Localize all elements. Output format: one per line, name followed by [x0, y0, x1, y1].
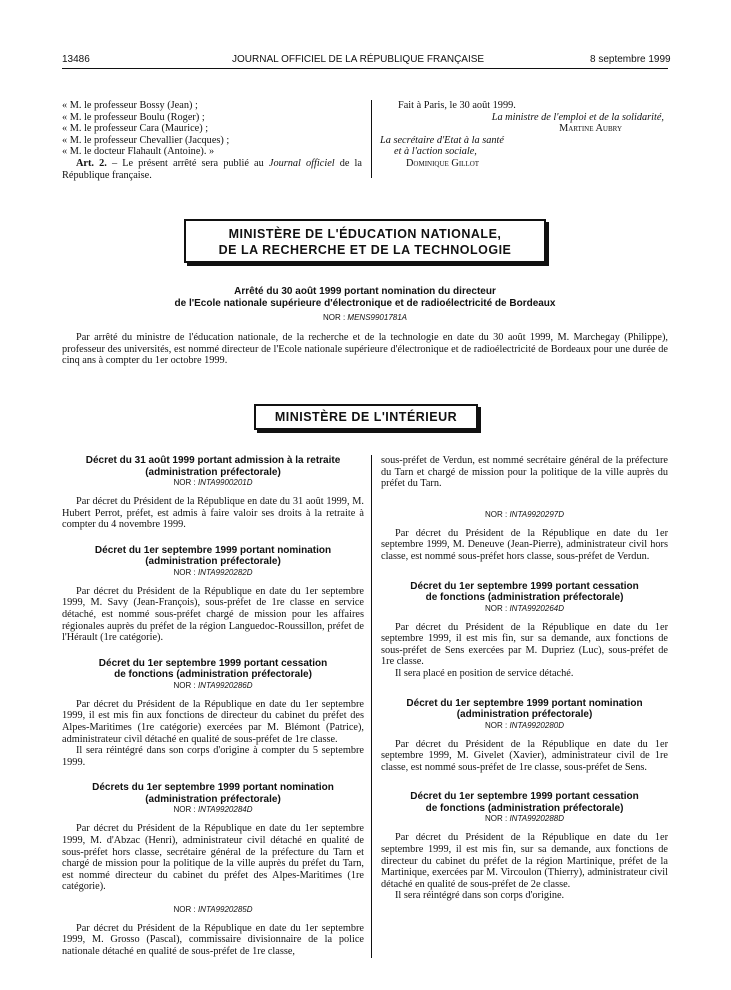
decree-subtitle: (administration préfectorale): [145, 466, 281, 478]
article-2: Art. 2. – Le présent arrêté sera publié au Journal officiel de la République française.: [62, 157, 362, 181]
decree-title: Décret du 1er septembre 1999 portant nomination: [94, 544, 332, 556]
decree-text: Par décret du Président de la République en date du 1er septembre 1999, il est mis fin aux fonctions de directeur du cabinet du préfet des Alpes-Maritimes (1re catégorie) exercées par M. Blémont (Patrice), administrateur civil détaché en qualité de sous-préfet de 1re classe.: [62, 698, 364, 745]
journal-title: JOURNAL OFFICIEL DE LA RÉPUBLIQUE FRANÇAISE: [232, 54, 485, 65]
secretary-title: La secrétaire d'Etat à la santé: [380, 134, 504, 146]
jury-list: [62, 100, 362, 181]
arrete-section: [62, 286, 668, 367]
ministry-education-line2: DE LA RECHERCHE ET DE LA TECHNOLOGIE: [218, 243, 512, 257]
decree-title: Décret du 1er septembre 1999 portant cessation: [410, 580, 639, 592]
list-item: « M. le docteur Flahault (Antoine). »: [62, 146, 215, 158]
ministry-education-line1: MINISTÈRE DE L'ÉDUCATION NATIONALE,: [228, 227, 502, 241]
decree-subtitle: (administration préfectorale): [145, 556, 281, 568]
list-item: « M. le professeur Cara (Maurice) ;: [62, 123, 209, 135]
list-item: « M. le professeur Bossy (Jean) ;: [62, 100, 198, 111]
decree-text: Par décret du Président de la République en date du 1er septembre 1999, M. Deneuve (Jean-Pierre), administrateur civil hors classe, est nommé sous-préfet hors classe, sous-préfet de Verdun.: [381, 527, 668, 562]
arrete-title: Arrêté du 30 août 1999 portant nomination du directeur: [234, 286, 496, 297]
header-date: 8 septembre 1999: [590, 54, 671, 65]
decree-nor: NOR : INTA9920285D: [173, 904, 253, 914]
arrete-title-2: de l'Ecole nationale supérieure d'électronique et de radioélectricité de Bordeaux: [174, 297, 556, 309]
decree-subtitle: de fonctions (administration préfectorale): [114, 669, 312, 681]
ministry-interior-box: MINISTÈRE DE L'INTÉRIEUR: [254, 404, 478, 430]
page-number: 13486: [62, 54, 90, 65]
decree-subtitle: de fonctions (administration préfectorale): [425, 592, 624, 604]
decree-nor: NOR : INTA9920288D: [484, 814, 564, 824]
ministry-education-box: [184, 219, 546, 263]
decree-text: sous-préfet de Verdun, est nommé secrétaire général de la préfecture du Tarn et chargé de mission pour la politique de la ville auprès du préfet du Tarn.: [381, 455, 668, 490]
list-item: « M. le professeur Chevallier (Jacques) ;: [62, 134, 230, 146]
decree-title: Décret du 1er septembre 1999 portant nomination: [406, 697, 643, 709]
decree-text: Il sera placé en position de service détaché.: [395, 667, 574, 679]
article-label: Art. 2.: [76, 157, 107, 169]
arrete-text: Par arrêté du ministre de l'éducation nationale, de la recherche et de la technologie en date du 30 août 1999, M. Marchegay (Philippe), professeur des universités, est nommé directeur de l'Ecole nationale supérieure d'électronique et de radioélectricité de Bordeaux pour une durée de cinq ans à compter du 1er octobre 1999.: [62, 332, 668, 367]
decree-nor: NOR : INTA9920280D: [484, 720, 564, 730]
secretary-title-2: et à l'action sociale,: [394, 146, 477, 158]
decree-text: Il sera réintégré dans son corps d'origine.: [395, 890, 565, 902]
decree-text: Il sera réintégré dans son corps d'origine à compter du 5 septembre 1999.: [62, 745, 364, 768]
minister-title: La ministre de l'emploi et de la solidarité,: [491, 111, 664, 123]
decree-nor: NOR : INTA9920297D: [484, 509, 564, 519]
decree-nor: NOR : INTA9920264D: [484, 603, 564, 613]
list-item: « M. le professeur Boulu (Roger) ;: [62, 111, 205, 123]
left-column: [62, 455, 364, 958]
secretary-name: Dominique Gillot: [406, 157, 480, 169]
decree-subtitle: (administration préfectorale): [456, 709, 593, 721]
decree-title: Décret du 1er septembre 1999 portant cessation: [410, 791, 639, 803]
decree-title: Décret du 1er septembre 1999 portant cessation: [98, 657, 328, 669]
decree-nor: NOR : INTA9900201D: [173, 478, 253, 487]
decree-text: Par décret du Président de la République en date du 31 août 1999, M. Hubert Perrot, préfet, est admis à faire valoir ses droits à la retraite à compter du 4 novembre 1999.: [62, 496, 364, 531]
decree-nor: NOR : INTA9920282D: [173, 567, 253, 577]
decree-text: Par décret du Président de la République en date du 1er septembre 1999, M. Grosso (Pascal), commissaire divisionnaire de la police nationale détaché en qualité de sous-préfet de 1re classe,: [62, 922, 364, 958]
column-divider: [371, 455, 372, 958]
signature-block: [380, 100, 670, 170]
decree-text: Par décret du Président de la République en date du 1er septembre 1999, M. Givelet (Xavier), administrateur civil de 1re classe, est nommé sous-préfet de 1re classe, sous-préfet de Sens.: [381, 738, 668, 773]
decree-title: Décrets du 1er septembre 1999 portant nomination: [92, 782, 334, 794]
decree-title: Décret du 31 août 1999 portant admission à la retraite: [85, 455, 341, 466]
decree-text: Par décret du Président de la République en date du 1er septembre 1999, il est mis fin, sur sa demande, aux fonctions de sous-préfet de Sens exercées par M. Dupriez (Luc), sous-préfet de 1re classe.: [381, 621, 668, 668]
decree-subtitle: (administration préfectorale): [145, 793, 281, 805]
header-rule: [62, 68, 668, 69]
decree-nor: NOR : INTA9920284D: [173, 805, 253, 815]
column-divider: [371, 100, 372, 178]
decree-nor: NOR : INTA9920286D: [173, 680, 253, 690]
minister-name: Martine Aubry: [559, 123, 622, 135]
decree-subtitle: de fonctions (administration préfectorale): [425, 802, 624, 814]
decree-text: Par décret du Président de la République en date du 1er septembre 1999, M. d'Abzac (Henri), administrateur civil détaché en qualité de sous-préfet hors classe, secrétaire général de la préfecture du Tarn et chargé de mission pour la politique de la ville auprès du préfet du Tarn, est nommé directeur du cabinet du préfet des Alpes-Maritimes (1re catégorie).: [62, 823, 364, 893]
decree-text: Par décret du Président de la République en date du 1er septembre 1999, M. Savy (Jean-François), sous-préfet de 1re classe en service détaché, est nommé sous-préfet chargé de mission pour les affaires régionales auprès du préfet de la région Languedoc-Roussillon, préfet de l'Hérault (1re catégorie).: [62, 585, 364, 644]
fait-a-paris: Fait à Paris, le 30 août 1999.: [398, 100, 516, 111]
right-column: [381, 455, 668, 902]
decree-text: Par décret du Président de la République en date du 1er septembre 1999, il est mis fin, sur sa demande, aux fonctions de directeur du cabinet du préfet de la région Martinique, préfet de la Martinique, exercées par M. Vircoulon (Thierry), administrateur civil détaché en qualité de sous-préfet de 2e classe.: [381, 832, 668, 890]
arrete-nor: NOR : MENS9901781A: [322, 313, 408, 322]
